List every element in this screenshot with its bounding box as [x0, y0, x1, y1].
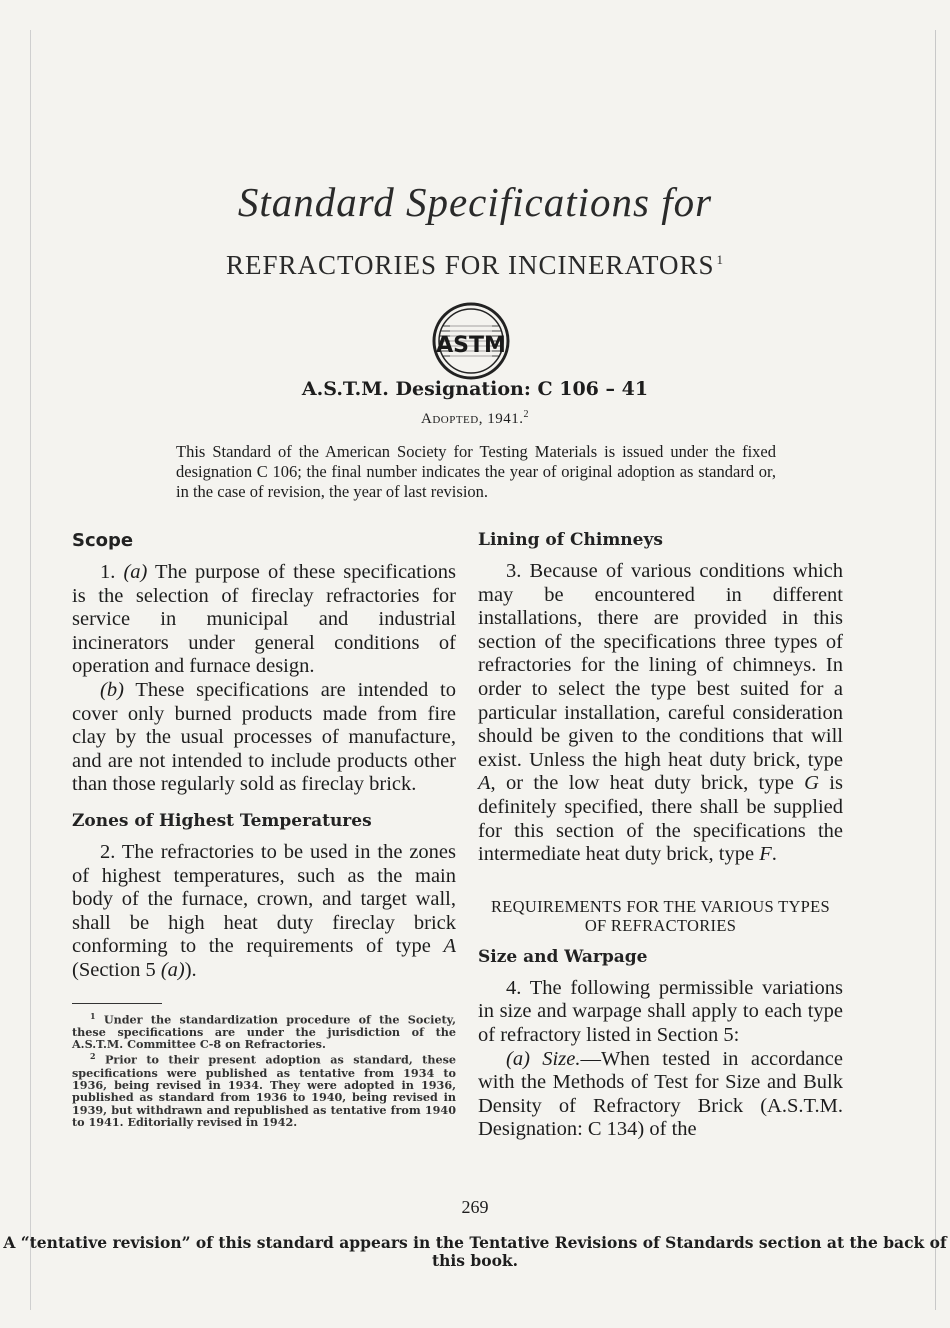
adopted-line [0, 409, 950, 428]
scope-a-text: The purpose of these specifications is the selection of fireclay refractories for service in municipal and industrial incinerators under general conditions of operation and furnace design. [72, 561, 457, 678]
footnote-1-text: Under the standardization procedure of the Society, these specifications are under the jurisdiction of the A.S.T.M. Committee C-8 on Refractories. [72, 1012, 456, 1052]
main-title-text: REFRACTORIES FOR INCINERATORS [225, 250, 715, 280]
zones-type: A [443, 935, 456, 958]
footnote-2-number: 2 [90, 1051, 96, 1062]
chimney-text-1: 3. Because of various conditions which may be encountered in different installations, there are provided in this section of the specifications three types of refractories for the lining of chimneys. In order to select the type best suited for a particular installation, careful consideration should be given to the conditions that will exist. Unless the high heat duty brick, type [478, 560, 843, 771]
astm-logo-icon [426, 296, 516, 386]
scope-b-marker: (b) [100, 678, 124, 701]
scope-paragraph-a [72, 561, 456, 679]
designation: A.S.T.M. Designation: C 106 – 41 [301, 378, 649, 400]
scope-heading: Scope [72, 530, 134, 551]
chimney-type-f: F [759, 843, 772, 866]
zones-text-2: (Section 5 [72, 958, 161, 981]
chimney-paragraph [478, 560, 843, 867]
zones-paragraph [72, 841, 456, 983]
scope-a-marker: (a) [123, 561, 148, 583]
zones-text-3: ). [184, 958, 197, 981]
chimney-heading: Lining of Chimneys [478, 530, 663, 550]
main-title-footnote-mark: 1 [716, 252, 725, 267]
size-paragraph: 4. The following permissible variations in size and warpage shall apply to each type of refractory listed in Section 5: [478, 976, 843, 1046]
footnote-1 [72, 1010, 456, 1051]
size-a-title: Size. [542, 1047, 581, 1070]
adopted-label: Adopted [421, 411, 479, 427]
size-a-text: —When tested in accordance with the Methods of Test for Size and Bulk Density of Refractory Brick (A.S.T.M. Designation: C 134) of the [478, 1047, 843, 1141]
adopted-year: , 1941. [478, 411, 524, 427]
zones-text-1: 2. The refractories to be used in the zones of highest temperatures, such as the main body of the furnace, crown, and target wall, shall be high heat duty fireclay brick conforming to the requirements of type [72, 840, 456, 958]
main-title [0, 250, 950, 281]
footnote-2-text: Prior to their present adoption as standard, these specifications were published as tentative from 1934 to 1936, being revised in 1934. They were adopted in 1936, published as standard from 1936 to 1940, being revised in 1939, but withdrawn and republished as tentative from 1940 to 1941. Editorially revised in 1942. [72, 1053, 456, 1130]
chimney-text-4: . [771, 843, 777, 866]
chimney-text-2: , or the low heat duty brick, type [490, 772, 805, 795]
size-heading: Size and Warpage [478, 946, 648, 967]
size-a-paragraph [478, 1048, 843, 1142]
zones-heading: Zones of Highest Temperatures [72, 810, 372, 831]
size-a-marker: (a) [506, 1047, 530, 1070]
requirements-heading: REQUIREMENTS FOR THE VARIOUS TYPES OF REFRACTORIES [490, 896, 831, 935]
page-number: 269 [461, 1197, 489, 1217]
right-column [478, 530, 843, 1142]
footnote-1-number: 1 [90, 1010, 96, 1021]
chimney-type-g: G [804, 772, 819, 795]
chimney-text-3: is definitely specified, there shall be supplied for this section of the specifications the intermediate heat duty brick, type [478, 772, 843, 866]
footnote-rule [72, 1003, 162, 1004]
adopted-footnote-mark: 2 [523, 409, 529, 420]
zones-sub: (a) [160, 958, 185, 981]
footnote-2 [72, 1050, 456, 1128]
scope-paragraph-b [72, 679, 456, 797]
script-title: Standard Specifications for [237, 179, 713, 225]
chimney-type-a: A [478, 772, 491, 795]
left-column [72, 530, 456, 1129]
scope-b-text: These specifications are intended to cover only burned products made from fire clay by the usual processes of manufacture, and are not intended to include products other than those regularly sold as fireclay brick. [72, 678, 456, 796]
logo-lettering: ASTM [436, 333, 506, 358]
tentative-revision-note: A “tentative revision” of this standard appears in the Tentative Revisions of Standards section at the back of this book. [3, 1233, 947, 1270]
scope-a-number: 1. [100, 561, 124, 583]
intro-paragraph: This Standard of the American Society for Testing Materials is issued under the fixed designation C 106; the final number indicates the year of original adoption as standard or, in the case of revision, the year of last revision. [176, 442, 776, 501]
